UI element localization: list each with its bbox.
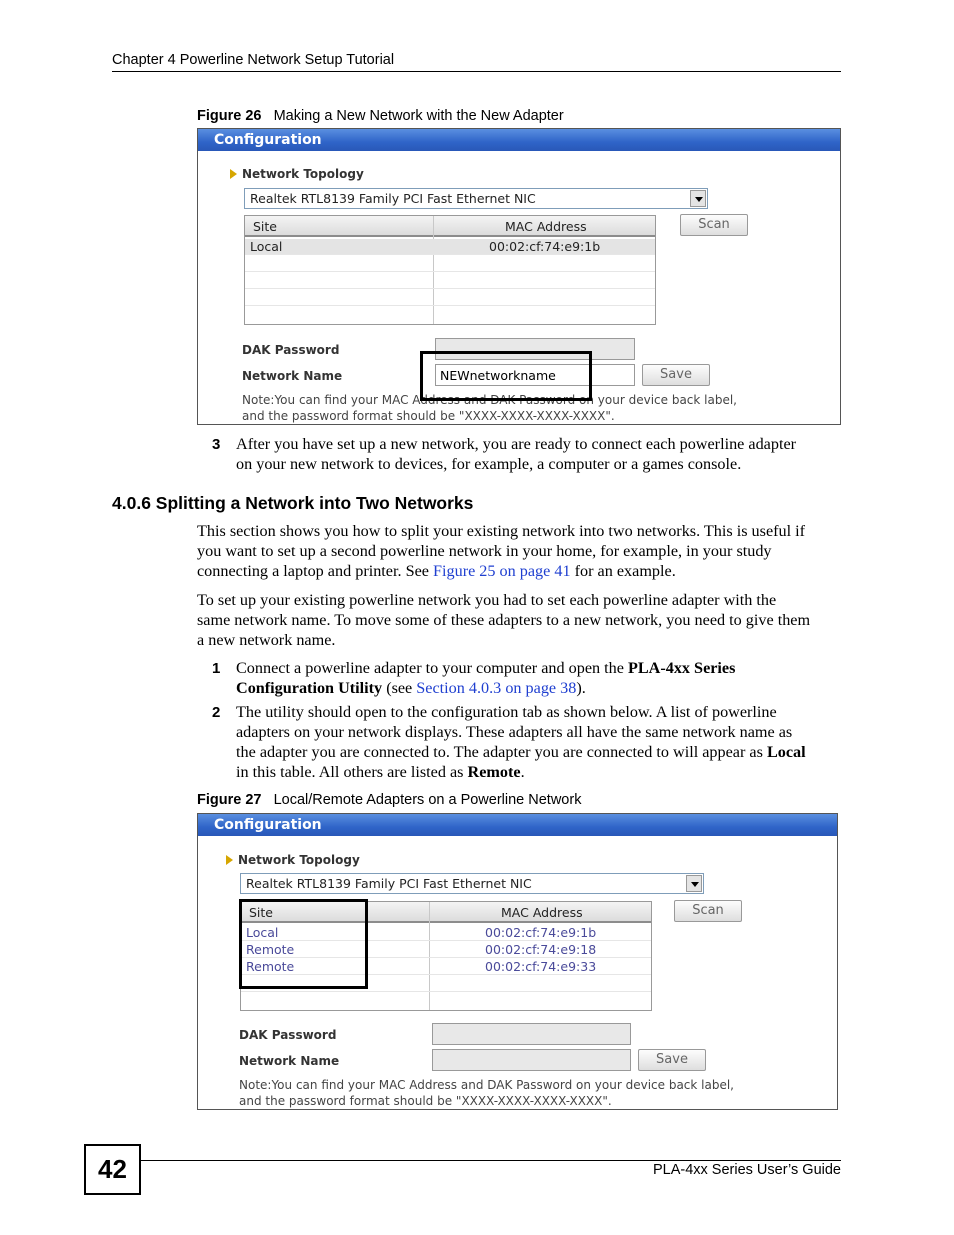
text-bold: Configuration Utility	[236, 679, 383, 697]
step-2-line	[236, 742, 806, 762]
col-site-header: Site	[253, 219, 277, 234]
step-2-line: The utility should open to the configuration tab as shown below. A list of powerline	[236, 703, 777, 721]
paragraph-line: To set up your existing powerline network you had to set each powerline adapter with the	[197, 591, 777, 609]
step-3-text	[236, 434, 796, 474]
nic-select-value: Realtek RTL8139 Family PCI Fast Ethernet NIC	[250, 191, 536, 206]
network-name-field[interactable]: NEWnetworkname	[435, 364, 635, 386]
network-topology-text: Network Topology	[242, 167, 364, 181]
page-number: 42	[84, 1144, 141, 1195]
table-row-empty	[245, 273, 655, 289]
running-header: Chapter 4 Powerline Network Setup Tutorial	[112, 52, 395, 68]
network-name-label: Network Name	[242, 369, 343, 383]
figure-26-caption	[197, 108, 564, 124]
dak-password-field[interactable]	[432, 1023, 631, 1045]
step-3-number: 3	[212, 436, 221, 453]
nic-select[interactable]	[244, 188, 708, 209]
text-run: .	[520, 763, 525, 781]
dak-password-label: DAK Password	[239, 1028, 337, 1042]
section-403-link[interactable]: Section 4.0.3 on page 38	[416, 679, 577, 697]
step-2-line: adapters on your network displays. These adapters all have the same network name as	[236, 723, 793, 741]
network-name-field[interactable]	[432, 1049, 631, 1071]
step-1-line	[236, 658, 735, 678]
text-bold: Local	[766, 743, 806, 761]
row-site: Remote	[246, 942, 295, 957]
row-mac: 00:02:cf:74:e9:1b	[489, 239, 601, 254]
row-site: Remote	[246, 959, 295, 974]
paragraph-line: you want to set up a second powerline network in your home, for example, in your study	[197, 542, 772, 560]
figure-27-title: Local/Remote Adapters on a Powerline Network	[273, 792, 582, 808]
highlight-box	[239, 899, 368, 989]
row-mac: 00:02:cf:74:e9:18	[485, 942, 597, 957]
paragraph-1	[197, 521, 805, 581]
nic-select-value: Realtek RTL8139 Family PCI Fast Ethernet NIC	[246, 876, 532, 891]
figure-27-caption	[197, 792, 581, 808]
step-2-line	[236, 762, 806, 782]
nic-select[interactable]	[240, 873, 704, 894]
topology-table	[244, 215, 656, 325]
step-3-line: After you have set up a new network, you are ready to connect each powerline adapter	[236, 435, 797, 453]
figure-25-link[interactable]: Figure 25 on page 41	[433, 562, 571, 580]
footer-rule	[140, 1160, 841, 1161]
save-button[interactable]: Save	[642, 364, 710, 386]
note-line-2: and the password format should be "XXXX-XXXX-XXXX-XXXX".	[239, 1094, 612, 1108]
network-name-label: Network Name	[239, 1054, 340, 1068]
header-rule	[112, 71, 841, 72]
note-line-1: Note:You can find your MAC Address and DAK Password on your device back label,	[239, 1078, 734, 1092]
text-run: the adapter you are connected to. The adapter you are connected to will appear as	[236, 743, 767, 761]
table-header	[245, 216, 655, 237]
network-topology-label	[226, 853, 360, 867]
row-site: Local	[250, 239, 283, 254]
section-title: 4.0.6 Splitting a Network into Two Networks	[112, 493, 474, 513]
chevron-down-icon[interactable]	[690, 190, 706, 207]
note-line-1: Note:You can find your MAC Address and DAK Password on your device back label,	[242, 393, 737, 407]
figure-27-label: Figure 27	[197, 792, 262, 808]
figure-27-screenshot	[197, 813, 838, 1110]
text-run: (see	[382, 679, 417, 697]
network-topology-text: Network Topology	[238, 853, 360, 867]
figure-26-title: Making a New Network with the New Adapter	[273, 108, 564, 124]
note-line-2: and the password format should be "XXXX-XXXX-XXXX-XXXX".	[242, 409, 615, 423]
text-run: connecting a laptop and printer. See	[197, 562, 433, 580]
table-row-empty	[245, 290, 655, 306]
table-row-empty	[245, 256, 655, 272]
text-run: Connect a powerline adapter to your computer and open the	[236, 659, 628, 677]
figure-26-screenshot	[197, 128, 841, 425]
highlight-box	[420, 351, 592, 401]
network-topology-label	[230, 167, 364, 181]
step-1-line	[236, 678, 735, 698]
paragraph-2	[197, 590, 810, 650]
text-run: in this table. All others are listed as	[236, 763, 468, 781]
figure-26-label: Figure 26	[197, 108, 262, 124]
dak-password-label: DAK Password	[242, 343, 340, 357]
step-2-number: 2	[212, 704, 221, 721]
scan-button[interactable]: Scan	[680, 214, 748, 236]
step-3-line: on your new network to devices, for example, a computer or a games console.	[236, 455, 742, 473]
step-2-text	[236, 702, 806, 782]
paragraph-line	[197, 561, 805, 581]
chevron-down-icon[interactable]	[686, 875, 702, 892]
text-run: ).	[576, 679, 586, 697]
text-bold: Remote	[467, 763, 521, 781]
save-button[interactable]: Save	[638, 1049, 706, 1071]
configuration-titlebar: Configuration	[198, 129, 840, 151]
col-mac-header: MAC Address	[501, 905, 583, 920]
table-row[interactable]	[245, 239, 655, 255]
paragraph-line: same network name. To move some of these adapters to a new network, you need to give them	[197, 611, 811, 629]
topology-arrow-icon	[230, 169, 237, 179]
paragraph-line: a new network name.	[197, 631, 336, 649]
row-site: Local	[246, 925, 279, 940]
col-site-header: Site	[249, 905, 273, 920]
note-text	[239, 1077, 734, 1109]
step-1-text	[236, 658, 735, 698]
col-mac-header: MAC Address	[505, 219, 587, 234]
text-run: for an example.	[570, 562, 676, 580]
topology-arrow-icon	[226, 855, 233, 865]
paragraph-line: This section shows you how to split your existing network into two networks. This is useful if	[197, 522, 806, 540]
row-mac: 00:02:cf:74:e9:33	[485, 959, 597, 974]
configuration-titlebar: Configuration	[198, 814, 837, 836]
scan-button[interactable]: Scan	[674, 900, 742, 922]
step-1-number: 1	[212, 660, 221, 677]
text-bold: PLA-4xx Series	[627, 659, 736, 677]
row-mac: 00:02:cf:74:e9:1b	[485, 925, 597, 940]
footer-guide-title: PLA-4xx Series User’s Guide	[652, 1162, 841, 1178]
